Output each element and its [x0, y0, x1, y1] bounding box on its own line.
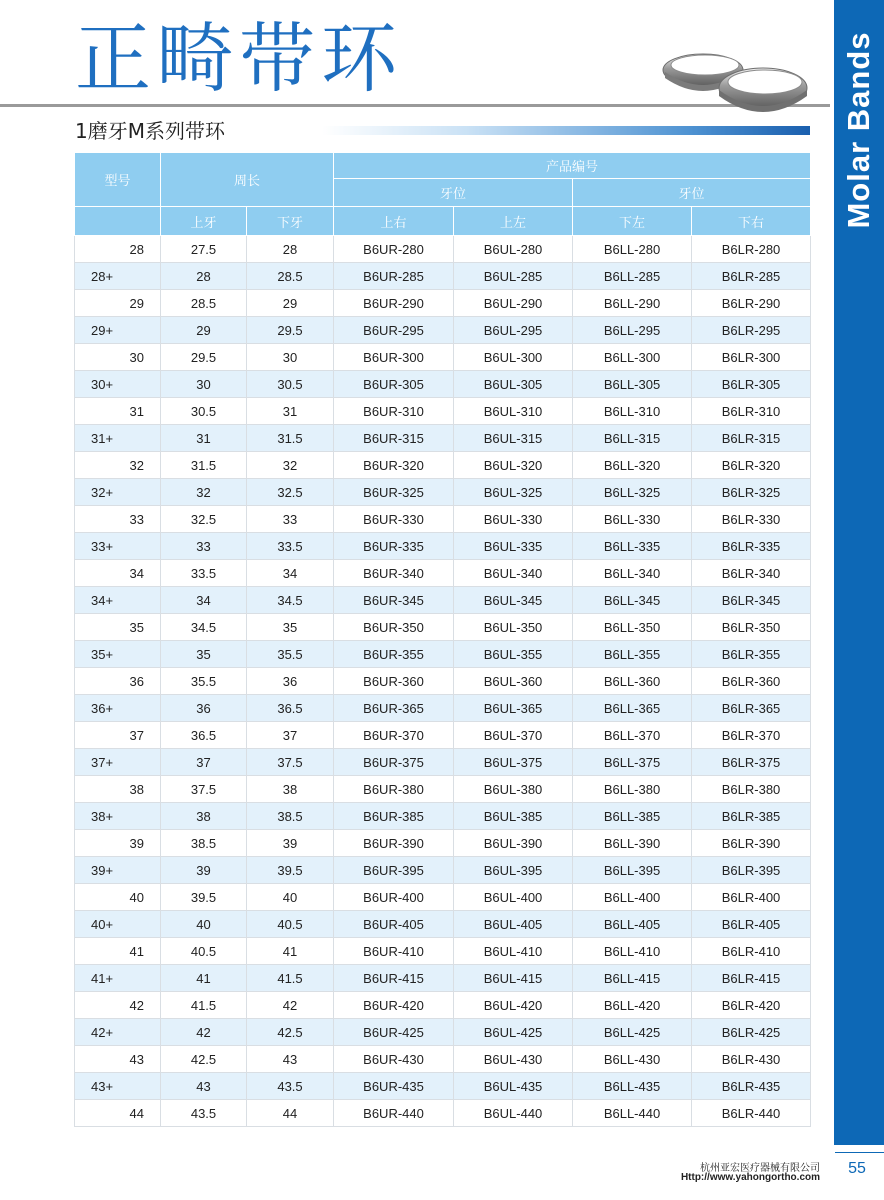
table-row	[75, 479, 811, 506]
cell-upper-left: B6UL-400	[454, 884, 573, 911]
cell-lower-right: B6LR-325	[692, 479, 811, 506]
cell-lower-right: B6LR-315	[692, 425, 811, 452]
cell-model: 38+	[75, 803, 161, 830]
table-row	[75, 803, 811, 830]
cell-upper-left: B6UL-390	[454, 830, 573, 857]
cell-upper-right: B6UR-345	[334, 587, 454, 614]
cell-upper-left: B6UL-290	[454, 290, 573, 317]
header-upper-right: 上右	[334, 207, 454, 236]
table-row	[75, 1046, 811, 1073]
cell-upper: 38	[161, 803, 247, 830]
cell-lower-right: B6LR-295	[692, 317, 811, 344]
cell-lower-left: B6LL-385	[573, 803, 692, 830]
cell-model: 42	[75, 992, 161, 1019]
cell-upper: 27.5	[161, 236, 247, 263]
table-row	[75, 614, 811, 641]
cell-upper: 28	[161, 263, 247, 290]
cell-upper-right: B6UR-340	[334, 560, 454, 587]
cell-model: 36	[75, 668, 161, 695]
cell-lower-right: B6LR-440	[692, 1100, 811, 1127]
header-position-lower: 牙位	[573, 179, 811, 207]
header-upper: 上牙	[161, 207, 247, 236]
cell-upper-right: B6UR-380	[334, 776, 454, 803]
cell-lower-right: B6LR-425	[692, 1019, 811, 1046]
table-row	[75, 290, 811, 317]
cell-lower-left: B6LL-335	[573, 533, 692, 560]
cell-lower-left: B6LL-370	[573, 722, 692, 749]
cell-upper-right: B6UR-320	[334, 452, 454, 479]
cell-upper: 40.5	[161, 938, 247, 965]
cell-model: 34+	[75, 587, 161, 614]
cell-lower-right: B6LR-380	[692, 776, 811, 803]
page-title: 正畸带环	[75, 14, 403, 103]
cell-lower-right: B6LR-305	[692, 371, 811, 398]
cell-upper-left: B6UL-325	[454, 479, 573, 506]
footer-url: Http://www.yahongortho.com	[680, 1172, 820, 1183]
cell-upper-left: B6UL-410	[454, 938, 573, 965]
cell-lower-left: B6LL-300	[573, 344, 692, 371]
cell-upper-left: B6UL-415	[454, 965, 573, 992]
cell-lower-left: B6LL-365	[573, 695, 692, 722]
cell-upper-right: B6UR-285	[334, 263, 454, 290]
cell-upper-right: B6UR-300	[334, 344, 454, 371]
cell-upper-left: B6UL-330	[454, 506, 573, 533]
cell-upper-right: B6UR-375	[334, 749, 454, 776]
table-row	[75, 722, 811, 749]
cell-lower-right: B6LR-430	[692, 1046, 811, 1073]
footer-company: 杭州亚宏医疗器械有限公司	[700, 1163, 820, 1174]
cell-lower: 29	[247, 290, 334, 317]
cell-upper: 40	[161, 911, 247, 938]
table-row	[75, 533, 811, 560]
cell-lower-left: B6LL-355	[573, 641, 692, 668]
cell-upper: 34.5	[161, 614, 247, 641]
cell-lower-right: B6LR-415	[692, 965, 811, 992]
cell-model: 42+	[75, 1019, 161, 1046]
cell-lower: 36	[247, 668, 334, 695]
cell-model: 28	[75, 236, 161, 263]
cell-lower-left: B6LL-405	[573, 911, 692, 938]
cell-lower: 35.5	[247, 641, 334, 668]
cell-lower: 28	[247, 236, 334, 263]
table-row	[75, 911, 811, 938]
cell-lower: 42.5	[247, 1019, 334, 1046]
cell-lower-right: B6LR-355	[692, 641, 811, 668]
cell-upper: 28.5	[161, 290, 247, 317]
cell-upper-right: B6UR-385	[334, 803, 454, 830]
table-row	[75, 776, 811, 803]
cell-upper-left: B6UL-335	[454, 533, 573, 560]
cell-upper-left: B6UL-425	[454, 1019, 573, 1046]
table-row	[75, 857, 811, 884]
cell-lower-left: B6LL-430	[573, 1046, 692, 1073]
cell-upper: 30.5	[161, 398, 247, 425]
cell-upper-right: B6UR-410	[334, 938, 454, 965]
cell-upper: 39	[161, 857, 247, 884]
cell-lower-right: B6LR-300	[692, 344, 811, 371]
cell-model: 33+	[75, 533, 161, 560]
cell-upper: 30	[161, 371, 247, 398]
table-row	[75, 668, 811, 695]
cell-lower-left: B6LL-425	[573, 1019, 692, 1046]
cell-upper: 43.5	[161, 1100, 247, 1127]
cell-upper: 31.5	[161, 452, 247, 479]
cell-lower-right: B6LR-405	[692, 911, 811, 938]
cell-model: 31	[75, 398, 161, 425]
cell-model: 32+	[75, 479, 161, 506]
cell-lower: 35	[247, 614, 334, 641]
side-tab-label: Molar Bands	[841, 31, 876, 229]
cell-lower: 37	[247, 722, 334, 749]
cell-upper: 29.5	[161, 344, 247, 371]
header-model: 型号	[75, 153, 161, 207]
cell-lower-left: B6LL-345	[573, 587, 692, 614]
cell-lower-left: B6LL-285	[573, 263, 692, 290]
cell-upper-left: B6UL-435	[454, 1073, 573, 1100]
table-row	[75, 425, 811, 452]
cell-lower: 30.5	[247, 371, 334, 398]
table-row	[75, 371, 811, 398]
cell-lower-right: B6LR-410	[692, 938, 811, 965]
table-row	[75, 1019, 811, 1046]
cell-model: 39+	[75, 857, 161, 884]
cell-lower-right: B6LR-280	[692, 236, 811, 263]
cell-lower-right: B6LR-375	[692, 749, 811, 776]
cell-upper-right: B6UR-315	[334, 425, 454, 452]
cell-upper-right: B6UR-280	[334, 236, 454, 263]
cell-lower: 44	[247, 1100, 334, 1127]
header-perimeter: 周长	[161, 153, 334, 207]
cell-upper-right: B6UR-360	[334, 668, 454, 695]
cell-upper-right: B6UR-435	[334, 1073, 454, 1100]
cell-lower-left: B6LL-295	[573, 317, 692, 344]
cell-lower-left: B6LL-415	[573, 965, 692, 992]
table-row	[75, 587, 811, 614]
cell-upper-right: B6UR-290	[334, 290, 454, 317]
cell-upper-left: B6UL-355	[454, 641, 573, 668]
subtitle-gradient-bar	[322, 126, 810, 135]
cell-upper-left: B6UL-300	[454, 344, 573, 371]
cell-upper: 35.5	[161, 668, 247, 695]
cell-upper-right: B6UR-395	[334, 857, 454, 884]
cell-upper-left: B6UL-420	[454, 992, 573, 1019]
header-lower-left: 下左	[573, 207, 692, 236]
header-lower-right: 下右	[692, 207, 811, 236]
cell-lower-right: B6LR-320	[692, 452, 811, 479]
cell-upper-left: B6UL-430	[454, 1046, 573, 1073]
cell-lower-left: B6LL-320	[573, 452, 692, 479]
cell-upper-right: B6UR-430	[334, 1046, 454, 1073]
cell-lower: 33.5	[247, 533, 334, 560]
cell-upper: 36	[161, 695, 247, 722]
table-row	[75, 560, 811, 587]
cell-model: 31+	[75, 425, 161, 452]
cell-lower: 39.5	[247, 857, 334, 884]
molar-band-spec-table	[74, 152, 811, 1127]
cell-model: 41	[75, 938, 161, 965]
page-number: 55	[848, 1160, 866, 1177]
cell-upper: 41	[161, 965, 247, 992]
cell-upper-right: B6UR-405	[334, 911, 454, 938]
cell-upper-right: B6UR-310	[334, 398, 454, 425]
cell-upper-left: B6UL-315	[454, 425, 573, 452]
cell-lower: 41.5	[247, 965, 334, 992]
cell-model: 34	[75, 560, 161, 587]
cell-lower: 42	[247, 992, 334, 1019]
header-upper-left: 上左	[454, 207, 573, 236]
cell-upper-left: B6UL-365	[454, 695, 573, 722]
cell-lower: 43.5	[247, 1073, 334, 1100]
cell-upper-left: B6UL-285	[454, 263, 573, 290]
cell-model: 33	[75, 506, 161, 533]
section-subtitle: 1磨牙M系列带环	[75, 119, 225, 143]
cell-model: 38	[75, 776, 161, 803]
cell-lower-right: B6LR-290	[692, 290, 811, 317]
cell-upper-left: B6UL-380	[454, 776, 573, 803]
table-row	[75, 1100, 811, 1127]
table-row	[75, 938, 811, 965]
table-row	[75, 992, 811, 1019]
cell-upper: 32	[161, 479, 247, 506]
cell-lower: 28.5	[247, 263, 334, 290]
cell-upper: 37	[161, 749, 247, 776]
cell-upper-left: B6UL-375	[454, 749, 573, 776]
cell-model: 29	[75, 290, 161, 317]
cell-lower-right: B6LR-395	[692, 857, 811, 884]
cell-lower: 36.5	[247, 695, 334, 722]
band-right-shape	[719, 68, 807, 112]
header-model-blank	[75, 207, 161, 236]
cell-upper-right: B6UR-295	[334, 317, 454, 344]
cell-lower-left: B6LL-380	[573, 776, 692, 803]
cell-lower-left: B6LL-280	[573, 236, 692, 263]
cell-upper-right: B6UR-305	[334, 371, 454, 398]
cell-lower-right: B6LR-400	[692, 884, 811, 911]
cell-upper-right: B6UR-425	[334, 1019, 454, 1046]
table-row	[75, 317, 811, 344]
cell-upper-left: B6UL-440	[454, 1100, 573, 1127]
cell-upper: 29	[161, 317, 247, 344]
cell-upper: 42.5	[161, 1046, 247, 1073]
cell-upper-right: B6UR-390	[334, 830, 454, 857]
cell-upper-left: B6UL-305	[454, 371, 573, 398]
cell-upper-right: B6UR-335	[334, 533, 454, 560]
cell-lower-left: B6LL-390	[573, 830, 692, 857]
cell-upper-right: B6UR-440	[334, 1100, 454, 1127]
header-position-upper: 牙位	[334, 179, 573, 207]
cell-lower: 32.5	[247, 479, 334, 506]
cell-lower-left: B6LL-410	[573, 938, 692, 965]
cell-upper: 32.5	[161, 506, 247, 533]
cell-lower-right: B6LR-435	[692, 1073, 811, 1100]
cell-lower-right: B6LR-420	[692, 992, 811, 1019]
cell-lower-right: B6LR-360	[692, 668, 811, 695]
cell-upper-left: B6UL-370	[454, 722, 573, 749]
cell-lower: 34	[247, 560, 334, 587]
cell-model: 39	[75, 830, 161, 857]
cell-model: 30	[75, 344, 161, 371]
cell-model: 41+	[75, 965, 161, 992]
page-number-rule	[835, 1152, 884, 1153]
cell-lower-left: B6LL-290	[573, 290, 692, 317]
cell-upper-left: B6UL-345	[454, 587, 573, 614]
cell-upper-left: B6UL-405	[454, 911, 573, 938]
cell-lower: 37.5	[247, 749, 334, 776]
cell-upper: 31	[161, 425, 247, 452]
cell-lower-left: B6LL-305	[573, 371, 692, 398]
cell-lower: 41	[247, 938, 334, 965]
cell-lower-left: B6LL-420	[573, 992, 692, 1019]
cell-lower-left: B6LL-325	[573, 479, 692, 506]
cell-lower-right: B6LR-385	[692, 803, 811, 830]
cell-model: 29+	[75, 317, 161, 344]
cell-lower: 34.5	[247, 587, 334, 614]
header-lower: 下牙	[247, 207, 334, 236]
cell-lower: 33	[247, 506, 334, 533]
cell-model: 32	[75, 452, 161, 479]
cell-upper: 33.5	[161, 560, 247, 587]
cell-model: 30+	[75, 371, 161, 398]
spec-table-body	[75, 236, 811, 1127]
table-row	[75, 506, 811, 533]
cell-model: 35	[75, 614, 161, 641]
cell-model: 43	[75, 1046, 161, 1073]
table-row	[75, 1073, 811, 1100]
cell-lower-right: B6LR-390	[692, 830, 811, 857]
cell-lower: 43	[247, 1046, 334, 1073]
cell-lower: 38	[247, 776, 334, 803]
cell-lower-right: B6LR-330	[692, 506, 811, 533]
cell-lower-left: B6LL-435	[573, 1073, 692, 1100]
cell-upper-left: B6UL-395	[454, 857, 573, 884]
cell-model: 37	[75, 722, 161, 749]
cell-lower-left: B6LL-330	[573, 506, 692, 533]
cell-model: 28+	[75, 263, 161, 290]
cell-upper-left: B6UL-385	[454, 803, 573, 830]
cell-model: 35+	[75, 641, 161, 668]
cell-lower: 38.5	[247, 803, 334, 830]
table-row	[75, 641, 811, 668]
cell-lower: 32	[247, 452, 334, 479]
header-product-code: 产品编号	[334, 153, 811, 179]
table-row	[75, 884, 811, 911]
cell-upper-right: B6UR-415	[334, 965, 454, 992]
table-row	[75, 695, 811, 722]
cell-lower-left: B6LL-315	[573, 425, 692, 452]
cell-model: 37+	[75, 749, 161, 776]
cell-upper-left: B6UL-280	[454, 236, 573, 263]
cell-lower-right: B6LR-365	[692, 695, 811, 722]
cell-lower: 31.5	[247, 425, 334, 452]
table-row	[75, 965, 811, 992]
molar-bands-image	[655, 40, 815, 120]
cell-lower-right: B6LR-340	[692, 560, 811, 587]
table-row	[75, 830, 811, 857]
table-row	[75, 263, 811, 290]
cell-upper-right: B6UR-365	[334, 695, 454, 722]
cell-lower-left: B6LL-310	[573, 398, 692, 425]
cell-upper-right: B6UR-400	[334, 884, 454, 911]
cell-upper-left: B6UL-360	[454, 668, 573, 695]
cell-lower-right: B6LR-335	[692, 533, 811, 560]
cell-upper: 35	[161, 641, 247, 668]
cell-model: 36+	[75, 695, 161, 722]
table-row	[75, 344, 811, 371]
cell-upper-right: B6UR-355	[334, 641, 454, 668]
cell-upper-left: B6UL-320	[454, 452, 573, 479]
cell-lower-left: B6LL-395	[573, 857, 692, 884]
cell-upper: 43	[161, 1073, 247, 1100]
cell-lower-left: B6LL-350	[573, 614, 692, 641]
cell-upper: 39.5	[161, 884, 247, 911]
cell-upper: 38.5	[161, 830, 247, 857]
cell-upper-right: B6UR-370	[334, 722, 454, 749]
cell-upper-left: B6UL-350	[454, 614, 573, 641]
cell-upper: 33	[161, 533, 247, 560]
cell-lower: 30	[247, 344, 334, 371]
cell-model: 40	[75, 884, 161, 911]
cell-upper-right: B6UR-325	[334, 479, 454, 506]
cell-upper: 36.5	[161, 722, 247, 749]
cell-upper-left: B6UL-340	[454, 560, 573, 587]
cell-upper: 42	[161, 1019, 247, 1046]
cell-lower-right: B6LR-345	[692, 587, 811, 614]
cell-lower: 40	[247, 884, 334, 911]
cell-lower-left: B6LL-375	[573, 749, 692, 776]
cell-lower-left: B6LL-340	[573, 560, 692, 587]
cell-lower-left: B6LL-360	[573, 668, 692, 695]
cell-lower: 39	[247, 830, 334, 857]
cell-upper-left: B6UL-295	[454, 317, 573, 344]
cell-upper-left: B6UL-310	[454, 398, 573, 425]
cell-lower-right: B6LR-285	[692, 263, 811, 290]
cell-upper: 41.5	[161, 992, 247, 1019]
cell-upper: 34	[161, 587, 247, 614]
cell-upper-right: B6UR-330	[334, 506, 454, 533]
table-row	[75, 398, 811, 425]
cell-model: 40+	[75, 911, 161, 938]
cell-lower: 31	[247, 398, 334, 425]
cell-lower-right: B6LR-310	[692, 398, 811, 425]
table-row	[75, 749, 811, 776]
cell-model: 44	[75, 1100, 161, 1127]
cell-lower: 40.5	[247, 911, 334, 938]
cell-lower-left: B6LL-400	[573, 884, 692, 911]
cell-lower-left: B6LL-440	[573, 1100, 692, 1127]
cell-lower: 29.5	[247, 317, 334, 344]
cell-upper: 37.5	[161, 776, 247, 803]
cell-model: 43+	[75, 1073, 161, 1100]
cell-upper-right: B6UR-350	[334, 614, 454, 641]
cell-upper-right: B6UR-420	[334, 992, 454, 1019]
table-row	[75, 236, 811, 263]
cell-lower-right: B6LR-350	[692, 614, 811, 641]
table-row	[75, 452, 811, 479]
cell-lower-right: B6LR-370	[692, 722, 811, 749]
